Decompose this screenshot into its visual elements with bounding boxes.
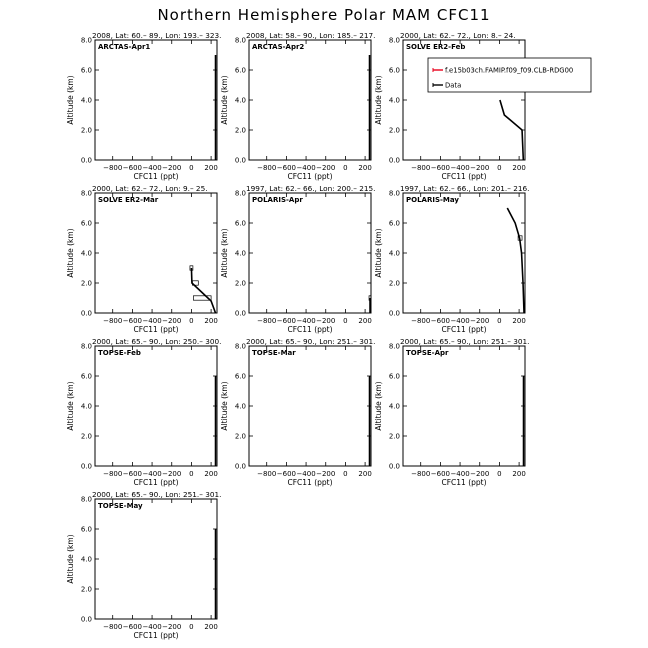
x-tick-label: −400 (296, 317, 316, 325)
panel-header: 2008, Lat: 58.– 90., Lon: 185.– 217. (246, 31, 376, 40)
panel-header: 2000, Lat: 65.– 90., Lon: 251.– 301. (92, 490, 222, 499)
y-tick-label: 0.0 (80, 615, 92, 624)
y-axis-label: Altitude (km) (66, 75, 75, 125)
x-axis-label: CFC11 (ppt) (441, 325, 487, 334)
y-tick-label: 4.0 (80, 555, 92, 564)
y-tick-label: 4.0 (234, 249, 246, 258)
legend-entry-2: Data (445, 81, 462, 90)
plot-frame (249, 40, 371, 160)
y-tick-label: 6.0 (80, 372, 92, 381)
y-axis-label: Altitude (km) (374, 228, 383, 278)
x-axis-label: CFC11 (ppt) (133, 478, 179, 487)
x-tick-label: −400 (450, 164, 470, 172)
y-axis-label: Altitude (km) (220, 381, 229, 431)
y-axis-label: Altitude (km) (220, 75, 229, 125)
y-tick-label: 4.0 (388, 249, 400, 258)
x-tick-label: −400 (450, 317, 470, 325)
x-tick-label: −400 (142, 317, 162, 325)
y-tick-label: 2.0 (234, 126, 246, 135)
x-tick-label: −200 (162, 623, 182, 631)
x-axis-label: CFC11 (ppt) (441, 172, 487, 181)
x-tick-label: −800 (103, 317, 123, 325)
x-tick-label: −200 (470, 470, 490, 478)
x-tick-label: 200 (204, 164, 218, 172)
x-tick-label: −400 (296, 164, 316, 172)
panel-3 (374, 31, 591, 181)
x-axis-label: CFC11 (ppt) (133, 172, 179, 181)
y-tick-label: 0.0 (388, 309, 400, 318)
y-tick-label: 6.0 (234, 219, 246, 228)
panel-label: TOPSE-Apr (406, 349, 449, 357)
y-tick-label: 6.0 (388, 372, 400, 381)
x-tick-label: −800 (103, 470, 123, 478)
x-tick-label: 200 (204, 317, 218, 325)
y-axis-label: Altitude (km) (220, 228, 229, 278)
x-tick-label: −800 (411, 317, 431, 325)
x-tick-label: 0 (189, 623, 194, 631)
y-tick-label: 4.0 (388, 402, 400, 411)
y-tick-label: 0.0 (388, 462, 400, 471)
panel-header: 2008, Lat: 60.– 89., Lon: 193.– 323. (92, 31, 222, 40)
y-tick-label: 4.0 (80, 402, 92, 411)
y-tick-label: 2.0 (80, 126, 92, 135)
x-tick-label: −400 (142, 470, 162, 478)
y-tick-label: 0.0 (234, 309, 246, 318)
panel-8 (220, 337, 375, 487)
panel-header: 2000, Lat: 65.– 90., Lon: 251.– 301. (246, 337, 376, 346)
panel-label: POLARIS-May (406, 196, 459, 204)
y-tick-label: 8.0 (388, 342, 400, 351)
y-tick-label: 8.0 (80, 495, 92, 504)
y-tick-label: 0.0 (234, 462, 246, 471)
x-tick-label: 0 (343, 164, 348, 172)
series-line-data (500, 100, 523, 160)
series-line-data (191, 268, 215, 313)
y-tick-label: 6.0 (80, 525, 92, 534)
y-tick-label: 8.0 (234, 189, 246, 198)
panel-header: 2000, Lat: 62.– 72., Lon: 9.– 25. (92, 184, 208, 193)
panel-header: 1997, Lat: 62.– 66., Lon: 200.– 215. (246, 184, 376, 193)
x-tick-label: 0 (497, 317, 502, 325)
y-tick-label: 8.0 (80, 342, 92, 351)
x-tick-label: 0 (189, 470, 194, 478)
panel-header: 2000, Lat: 62.– 72., Lon: 8.– 24. (400, 31, 516, 40)
y-tick-label: 4.0 (388, 96, 400, 105)
y-tick-label: 2.0 (388, 279, 400, 288)
y-tick-label: 8.0 (388, 189, 400, 198)
plot-frame (403, 193, 525, 313)
y-tick-label: 0.0 (388, 156, 400, 165)
x-tick-label: −800 (257, 317, 277, 325)
panel-label: ARCTAS-Apr2 (252, 43, 305, 51)
plot-frame (95, 346, 217, 466)
x-axis-label: CFC11 (ppt) (441, 478, 487, 487)
plot-frame (403, 346, 525, 466)
x-tick-label: −400 (142, 164, 162, 172)
x-tick-label: −600 (276, 470, 297, 478)
y-tick-label: 4.0 (80, 96, 92, 105)
x-tick-label: −400 (142, 623, 162, 631)
x-tick-label: −200 (316, 164, 336, 172)
panel-4 (66, 184, 218, 334)
y-tick-label: 2.0 (234, 432, 246, 441)
x-tick-label: −600 (122, 317, 143, 325)
y-tick-label: 8.0 (234, 36, 246, 45)
y-tick-label: 6.0 (234, 372, 246, 381)
y-tick-label: 0.0 (80, 156, 92, 165)
x-tick-label: −200 (470, 164, 490, 172)
panel-2 (220, 31, 375, 181)
y-tick-label: 6.0 (388, 219, 400, 228)
y-tick-label: 2.0 (388, 126, 400, 135)
x-tick-label: −400 (296, 470, 316, 478)
x-tick-label: −600 (122, 623, 143, 631)
series-line-data (507, 208, 524, 313)
x-tick-label: −200 (162, 470, 182, 478)
x-tick-label: −800 (411, 470, 431, 478)
y-tick-label: 6.0 (234, 66, 246, 75)
x-tick-label: −600 (430, 164, 451, 172)
x-tick-label: 0 (497, 470, 502, 478)
figure-title: Northern Hemisphere Polar MAM CFC11 (157, 6, 491, 24)
y-tick-label: 4.0 (234, 96, 246, 105)
y-tick-label: 8.0 (234, 342, 246, 351)
panel-header: 2000, Lat: 65.– 90., Lon: 250.– 300. (92, 337, 222, 346)
y-tick-label: 2.0 (80, 585, 92, 594)
plot-frame (95, 40, 217, 160)
panel-label: TOPSE-Mar (252, 349, 296, 357)
x-tick-label: 200 (358, 164, 372, 172)
panel-9 (374, 337, 529, 487)
legend-entry-1: f.e15b03ch.FAMIP.f09_f09.CLB-RDG00 (445, 66, 574, 75)
x-tick-label: 200 (204, 623, 218, 631)
x-tick-label: 200 (512, 164, 526, 172)
panel-label: ARCTAS-Apr1 (98, 43, 151, 51)
x-tick-label: 0 (189, 164, 194, 172)
panel-label: SOLVE ER2-Mar (98, 196, 159, 204)
x-tick-label: −600 (276, 164, 297, 172)
y-tick-label: 0.0 (234, 156, 246, 165)
y-tick-label: 0.0 (80, 462, 92, 471)
x-tick-label: −800 (103, 623, 123, 631)
x-tick-label: 0 (497, 164, 502, 172)
y-tick-label: 2.0 (80, 432, 92, 441)
x-axis-label: CFC11 (ppt) (287, 478, 333, 487)
y-axis-label: Altitude (km) (66, 381, 75, 431)
x-tick-label: −600 (122, 164, 143, 172)
x-tick-label: −200 (316, 470, 336, 478)
x-axis-label: CFC11 (ppt) (287, 325, 333, 334)
panel-5 (220, 184, 375, 334)
x-tick-label: −600 (276, 317, 297, 325)
y-axis-label: Altitude (km) (374, 75, 383, 125)
x-tick-label: −200 (162, 317, 182, 325)
x-tick-label: 200 (358, 470, 372, 478)
x-tick-label: 200 (512, 317, 526, 325)
panel-header: 2000, Lat: 65.– 90., Lon: 251.– 301. (400, 337, 530, 346)
x-tick-label: 200 (204, 470, 218, 478)
y-tick-label: 2.0 (388, 432, 400, 441)
plot-frame (249, 346, 371, 466)
y-tick-label: 8.0 (80, 189, 92, 198)
x-tick-label: −800 (257, 164, 277, 172)
x-tick-label: 0 (189, 317, 194, 325)
y-tick-label: 4.0 (234, 402, 246, 411)
y-tick-label: 6.0 (80, 66, 92, 75)
x-tick-label: −200 (162, 164, 182, 172)
y-tick-label: 8.0 (80, 36, 92, 45)
panel-1 (66, 31, 221, 181)
x-tick-label: −400 (450, 470, 470, 478)
panel-label: POLARIS-Apr (252, 196, 303, 204)
y-axis-label: Altitude (km) (66, 228, 75, 278)
panel-label: TOPSE-May (98, 502, 143, 510)
y-tick-label: 2.0 (234, 279, 246, 288)
panel-6 (374, 184, 529, 334)
x-tick-label: −600 (122, 470, 143, 478)
x-tick-label: −200 (470, 317, 490, 325)
y-tick-label: 6.0 (388, 66, 400, 75)
y-tick-label: 2.0 (80, 279, 92, 288)
y-tick-label: 8.0 (388, 36, 400, 45)
y-axis-label: Altitude (km) (66, 534, 75, 584)
panel-10 (66, 490, 221, 640)
x-axis-label: CFC11 (ppt) (133, 631, 179, 640)
panel-7 (66, 337, 221, 487)
x-tick-label: −800 (257, 470, 277, 478)
panel-label: TOPSE-Feb (98, 349, 141, 357)
x-tick-label: −800 (411, 164, 431, 172)
x-tick-label: −600 (430, 317, 451, 325)
x-axis-label: CFC11 (ppt) (287, 172, 333, 181)
plot-frame (249, 193, 371, 313)
x-tick-label: −800 (103, 164, 123, 172)
x-axis-label: CFC11 (ppt) (133, 325, 179, 334)
panel-label: SOLVE ER2-Feb (406, 43, 466, 51)
x-tick-label: 0 (343, 470, 348, 478)
x-tick-label: 200 (358, 317, 372, 325)
y-axis-label: Altitude (km) (374, 381, 383, 431)
x-tick-label: 200 (512, 470, 526, 478)
y-tick-label: 0.0 (80, 309, 92, 318)
x-tick-label: −200 (316, 317, 336, 325)
plot-frame (95, 193, 217, 313)
panel-header: 1997, Lat: 62.– 66., Lon: 201.– 216. (400, 184, 530, 193)
y-tick-label: 6.0 (80, 219, 92, 228)
x-tick-label: −600 (430, 470, 451, 478)
x-tick-label: 0 (343, 317, 348, 325)
y-tick-label: 4.0 (80, 249, 92, 258)
plot-frame (95, 499, 217, 619)
